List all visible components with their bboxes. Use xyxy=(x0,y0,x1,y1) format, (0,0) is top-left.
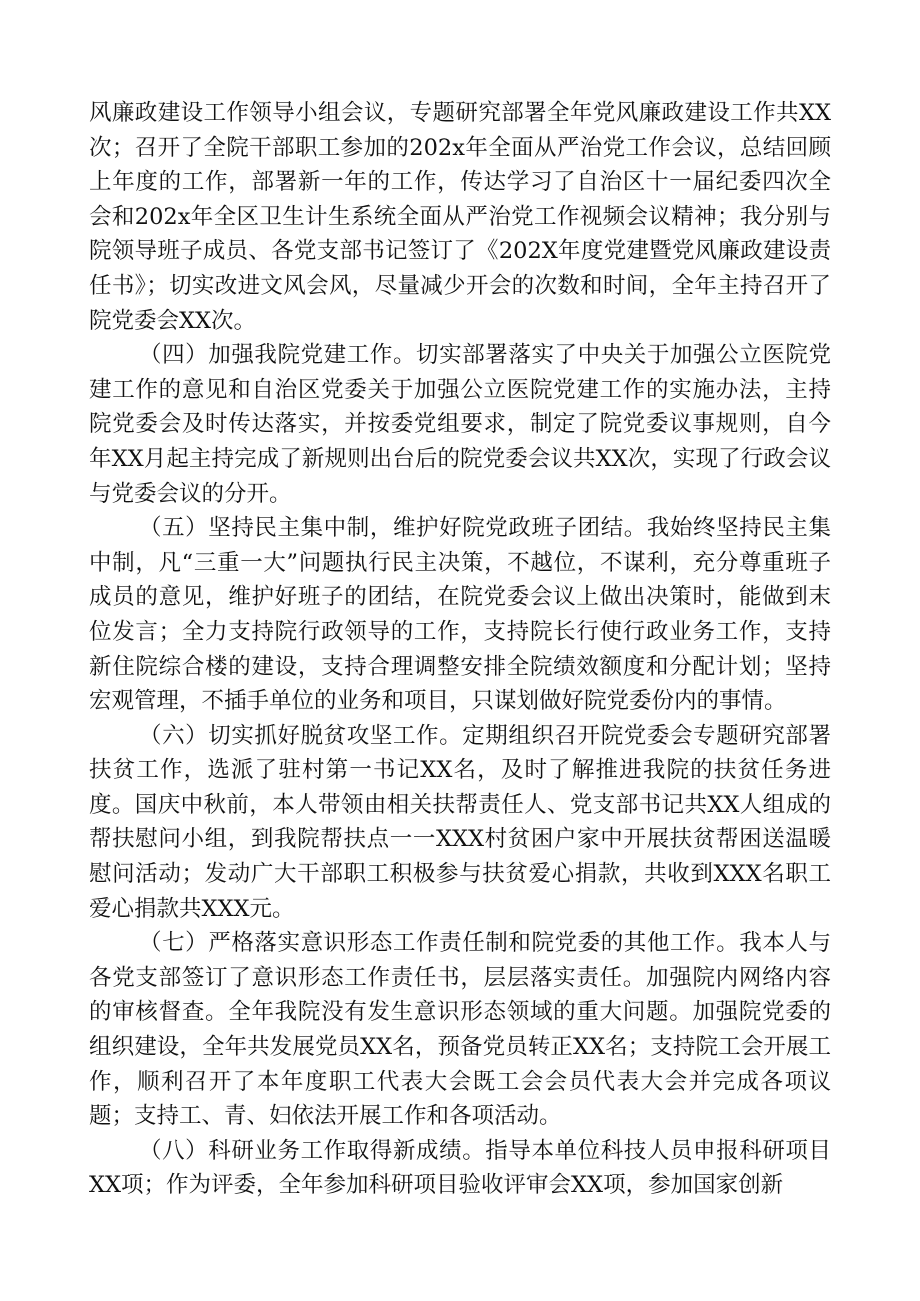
paragraph-section-7: （七）严格落实意识形态工作责任制和院党委的其他工作。我本人与各党支部签订了意识形态工作责任书，层层落实责任。加强院内网络内容的审核督查。全年我院没有发生意识形态领域的重大问题。加强院党委的组织建设，全年共发展党员XX名，预备党员转正XX名；支持院工会开展工作，顺利召开了本年度职工代表大会既工会会员代表大会并完成各项议题；支持工、青、妇依法开展工作和各项活动。 xyxy=(89,930,831,1130)
document-body xyxy=(89,96,831,1203)
paragraph-section-4: （四）加强我院党建工作。切实部署落实了中央关于加强公立医院党建工作的意见和自治区党委关于加强公立医院党建工作的实施办法，主持院党委会及时传达落实，并按委党组要求，制定了院党委议事规则，自今年XX月起主持完成了新规则出台后的院党委会议共XX次，实现了行政会议与党委会议的分开。 xyxy=(89,342,831,507)
paragraph-section-8: （八）科研业务工作取得新成绩。指导本单位科技人员申报科研项目XX项；作为评委，全年参加科研项目验收评审会XX项，参加国家创新 xyxy=(89,1137,831,1199)
paragraph-section-5: （五）坚持民主集中制，维护好院党政班子团结。我始终坚持民主集中制，凡“三重一大”问题执行民主决策，不越位，不谋利，充分尊重班子成员的意见，维护好班子的团结，在院党委会议上做出决策时，能做到末位发言；全力支持院行政领导的工作，支持院长行使行政业务工作，支持新住院综合楼的建设，支持合理调整安排全院绩效额度和分配计划；坚持宏观管理，不插手单位的业务和项目，只谋划做好院党委份内的事情。 xyxy=(89,515,831,715)
paragraph-section-6: （六）切实抓好脱贫攻坚工作。定期组织召开院党委会专题研究部署扶贫工作，选派了驻村第一书记XX名，及时了解推进我院的扶贫任务进度。国庆中秋前，本人带领由相关扶帮责任人、党支部书记共XX人组成的帮扶慰问小组，到我院帮扶点一一XXX村贫困户家中开展扶贫帮困送温暖慰问活动；发动广大干部职工积极参与扶贫爱心捐款，共收到XXX名职工爱心捐款共XXX元。 xyxy=(89,722,831,922)
paragraph-continued: 风廉政建设工作领导小组会议，专题研究部署全年党风廉政建设工作共XX次；召开了全院干部职工参加的202x年全面从严治党工作会议，总结回顾上年度的工作，部署新一年的工作，传达学习了自治区十一届纪委四次全会和202x年全区卫生计生系统全面从严治党工作视频会议精神；我分别与院领导班子成员、各党支部书记签订了《202X年度党建暨党风廉政建设责任书》；切实改进文风会风，尽量减少开会的次数和时间，全年主持召开了院党委会XX次。 xyxy=(89,100,831,334)
